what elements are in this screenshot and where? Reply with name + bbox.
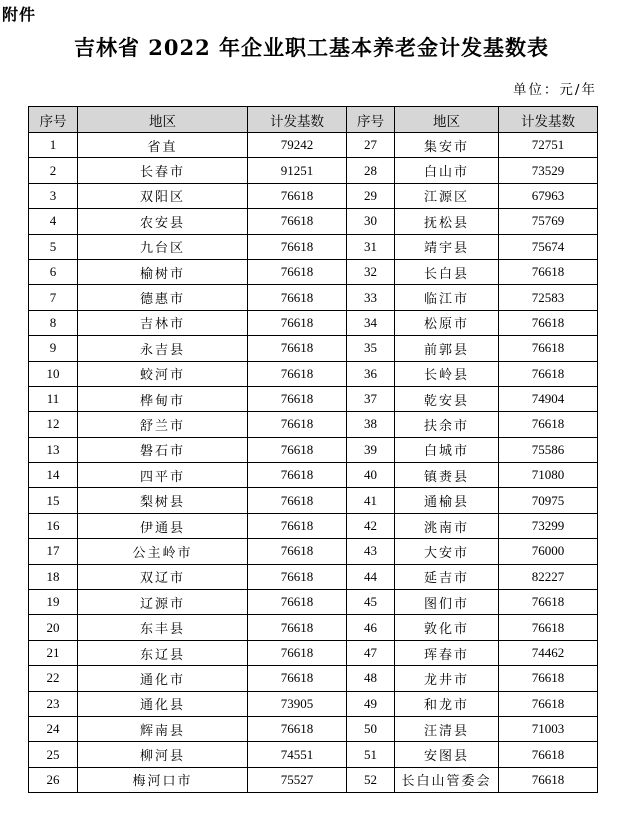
cell-region-right: 江源区 xyxy=(395,183,499,208)
cell-region-left: 辉南县 xyxy=(78,716,248,741)
cell-value-left: 73905 xyxy=(248,691,347,716)
cell-no-right: 34 xyxy=(347,310,395,335)
cell-no-left: 19 xyxy=(29,590,78,615)
cell-no-right: 39 xyxy=(347,437,395,462)
table-row xyxy=(29,767,598,792)
cell-no-right: 30 xyxy=(347,209,395,234)
cell-region-right: 安图县 xyxy=(395,742,499,767)
table-row xyxy=(29,336,598,361)
cell-value-left: 76618 xyxy=(248,513,347,538)
cell-value-right: 67963 xyxy=(499,183,598,208)
cell-region-left: 吉林市 xyxy=(78,310,248,335)
header-value-left: 计发基数 xyxy=(248,107,347,133)
cell-region-right: 长白山管委会 xyxy=(395,767,499,792)
cell-region-left: 通化市 xyxy=(78,666,248,691)
cell-value-left: 76618 xyxy=(248,386,347,411)
table-row xyxy=(29,716,598,741)
cell-no-left: 26 xyxy=(29,767,78,792)
cell-no-right: 27 xyxy=(347,133,395,158)
cell-region-right: 洮南市 xyxy=(395,513,499,538)
cell-value-left: 76618 xyxy=(248,259,347,284)
cell-region-left: 公主岭市 xyxy=(78,539,248,564)
table-row xyxy=(29,437,598,462)
header-region-right: 地区 xyxy=(395,107,499,133)
unit-label: 单位：元/年 xyxy=(512,82,597,98)
cell-value-left: 79242 xyxy=(248,133,347,158)
header-region-left: 地区 xyxy=(78,107,248,133)
table-row xyxy=(29,361,598,386)
cell-region-left: 梅河口市 xyxy=(78,767,248,792)
table-row xyxy=(29,640,598,665)
cell-no-right: 49 xyxy=(347,691,395,716)
table-row xyxy=(29,285,598,310)
table-row xyxy=(29,183,598,208)
cell-region-right: 图们市 xyxy=(395,590,499,615)
cell-region-right: 和龙市 xyxy=(395,691,499,716)
cell-value-right: 71003 xyxy=(499,716,598,741)
cell-region-right: 扶余市 xyxy=(395,412,499,437)
table-row xyxy=(29,615,598,640)
cell-value-right: 76000 xyxy=(499,539,598,564)
cell-value-right: 75674 xyxy=(499,234,598,259)
table-row xyxy=(29,691,598,716)
table-row xyxy=(29,488,598,513)
cell-no-right: 44 xyxy=(347,564,395,589)
cell-no-right: 51 xyxy=(347,742,395,767)
table-row xyxy=(29,209,598,234)
cell-no-right: 42 xyxy=(347,513,395,538)
cell-no-left: 9 xyxy=(29,336,78,361)
cell-region-right: 珲春市 xyxy=(395,640,499,665)
cell-region-left: 农安县 xyxy=(78,209,248,234)
cell-value-right: 76618 xyxy=(499,590,598,615)
cell-region-right: 长白县 xyxy=(395,259,499,284)
cell-no-left: 8 xyxy=(29,310,78,335)
cell-value-right: 76618 xyxy=(499,259,598,284)
table-row xyxy=(29,133,598,158)
cell-region-left: 东丰县 xyxy=(78,615,248,640)
cell-region-right: 靖宇县 xyxy=(395,234,499,259)
table-row xyxy=(29,513,598,538)
cell-value-left: 76618 xyxy=(248,285,347,310)
cell-value-right: 76618 xyxy=(499,361,598,386)
cell-value-right: 75586 xyxy=(499,437,598,462)
cell-value-left: 76618 xyxy=(248,463,347,488)
cell-region-right: 大安市 xyxy=(395,539,499,564)
cell-region-right: 临江市 xyxy=(395,285,499,310)
cell-region-left: 德惠市 xyxy=(78,285,248,310)
cell-region-left: 梨树县 xyxy=(78,488,248,513)
cell-no-left: 21 xyxy=(29,640,78,665)
cell-no-left: 2 xyxy=(29,158,78,183)
attachment-label: 附件 xyxy=(2,5,37,24)
cell-no-right: 31 xyxy=(347,234,395,259)
cell-value-right: 82227 xyxy=(499,564,598,589)
cell-no-left: 13 xyxy=(29,437,78,462)
cell-value-left: 76618 xyxy=(248,437,347,462)
cell-value-left: 76618 xyxy=(248,564,347,589)
cell-no-right: 37 xyxy=(347,386,395,411)
cell-region-left: 长春市 xyxy=(78,158,248,183)
cell-no-left: 16 xyxy=(29,513,78,538)
table-row xyxy=(29,158,598,183)
cell-value-left: 76618 xyxy=(248,361,347,386)
cell-region-left: 舒兰市 xyxy=(78,412,248,437)
cell-no-right: 46 xyxy=(347,615,395,640)
table-header-row xyxy=(29,107,598,133)
cell-region-right: 龙井市 xyxy=(395,666,499,691)
cell-value-left: 76618 xyxy=(248,590,347,615)
cell-value-right: 72583 xyxy=(499,285,598,310)
cell-value-right: 73529 xyxy=(499,158,598,183)
cell-value-right: 76618 xyxy=(499,742,598,767)
cell-value-left: 91251 xyxy=(248,158,347,183)
cell-no-left: 3 xyxy=(29,183,78,208)
table-row xyxy=(29,259,598,284)
cell-no-right: 36 xyxy=(347,361,395,386)
header-value-right: 计发基数 xyxy=(499,107,598,133)
cell-no-right: 43 xyxy=(347,539,395,564)
cell-value-right: 76618 xyxy=(499,412,598,437)
cell-region-left: 东辽县 xyxy=(78,640,248,665)
cell-value-right: 76618 xyxy=(499,767,598,792)
cell-region-left: 磐石市 xyxy=(78,437,248,462)
cell-value-right: 73299 xyxy=(499,513,598,538)
cell-region-left: 永吉县 xyxy=(78,336,248,361)
pension-base-table xyxy=(28,106,598,793)
cell-region-left: 四平市 xyxy=(78,463,248,488)
table-row xyxy=(29,310,598,335)
cell-no-right: 47 xyxy=(347,640,395,665)
cell-no-left: 10 xyxy=(29,361,78,386)
header-no-left: 序号 xyxy=(29,107,78,133)
cell-value-left: 76618 xyxy=(248,615,347,640)
cell-no-left: 17 xyxy=(29,539,78,564)
cell-region-right: 白山市 xyxy=(395,158,499,183)
cell-value-left: 76618 xyxy=(248,539,347,564)
cell-value-right: 72751 xyxy=(499,133,598,158)
table-row xyxy=(29,590,598,615)
cell-region-right: 敦化市 xyxy=(395,615,499,640)
cell-region-right: 乾安县 xyxy=(395,386,499,411)
cell-region-right: 通榆县 xyxy=(395,488,499,513)
cell-no-right: 29 xyxy=(347,183,395,208)
document-title: 吉林省 2022 年企业职工基本养老金计发基数表 xyxy=(73,35,550,60)
cell-no-right: 50 xyxy=(347,716,395,741)
cell-no-left: 25 xyxy=(29,742,78,767)
cell-value-right: 70975 xyxy=(499,488,598,513)
cell-region-left: 柳河县 xyxy=(78,742,248,767)
cell-region-right: 镇赉县 xyxy=(395,463,499,488)
cell-region-right: 白城市 xyxy=(395,437,499,462)
cell-value-left: 76618 xyxy=(248,310,347,335)
table-row xyxy=(29,386,598,411)
cell-no-left: 6 xyxy=(29,259,78,284)
cell-no-right: 52 xyxy=(347,767,395,792)
cell-region-left: 辽源市 xyxy=(78,590,248,615)
cell-value-left: 76618 xyxy=(248,716,347,741)
cell-region-right: 抚松县 xyxy=(395,209,499,234)
table-row xyxy=(29,539,598,564)
cell-no-left: 24 xyxy=(29,716,78,741)
cell-region-left: 九台区 xyxy=(78,234,248,259)
cell-value-right: 76618 xyxy=(499,310,598,335)
table-row xyxy=(29,666,598,691)
cell-no-left: 1 xyxy=(29,133,78,158)
cell-region-right: 松原市 xyxy=(395,310,499,335)
cell-region-right: 前郭县 xyxy=(395,336,499,361)
cell-region-left: 通化县 xyxy=(78,691,248,716)
cell-no-right: 35 xyxy=(347,336,395,361)
cell-value-left: 76618 xyxy=(248,412,347,437)
cell-value-right: 74904 xyxy=(499,386,598,411)
cell-no-right: 41 xyxy=(347,488,395,513)
cell-no-left: 20 xyxy=(29,615,78,640)
cell-no-right: 48 xyxy=(347,666,395,691)
cell-value-left: 76618 xyxy=(248,640,347,665)
cell-region-left: 伊通县 xyxy=(78,513,248,538)
cell-value-left: 74551 xyxy=(248,742,347,767)
cell-no-left: 18 xyxy=(29,564,78,589)
cell-value-left: 76618 xyxy=(248,183,347,208)
cell-region-right: 集安市 xyxy=(395,133,499,158)
cell-no-left: 15 xyxy=(29,488,78,513)
cell-no-right: 45 xyxy=(347,590,395,615)
cell-no-left: 14 xyxy=(29,463,78,488)
table-row xyxy=(29,742,598,767)
cell-no-left: 4 xyxy=(29,209,78,234)
table-row xyxy=(29,412,598,437)
cell-value-right: 75769 xyxy=(499,209,598,234)
cell-region-left: 双辽市 xyxy=(78,564,248,589)
cell-value-left: 76618 xyxy=(248,209,347,234)
table-row xyxy=(29,463,598,488)
table-row xyxy=(29,564,598,589)
cell-no-left: 12 xyxy=(29,412,78,437)
cell-region-left: 双阳区 xyxy=(78,183,248,208)
header-no-right: 序号 xyxy=(347,107,395,133)
cell-value-right: 71080 xyxy=(499,463,598,488)
cell-no-right: 28 xyxy=(347,158,395,183)
cell-region-left: 省直 xyxy=(78,133,248,158)
cell-region-left: 蛟河市 xyxy=(78,361,248,386)
cell-value-right: 76618 xyxy=(499,691,598,716)
cell-value-right: 76618 xyxy=(499,615,598,640)
cell-region-right: 延吉市 xyxy=(395,564,499,589)
table-row xyxy=(29,234,598,259)
cell-value-right: 74462 xyxy=(499,640,598,665)
cell-no-left: 22 xyxy=(29,666,78,691)
cell-region-left: 榆树市 xyxy=(78,259,248,284)
table-body xyxy=(29,133,598,793)
cell-value-left: 76618 xyxy=(248,666,347,691)
cell-region-right: 汪清县 xyxy=(395,716,499,741)
cell-no-left: 23 xyxy=(29,691,78,716)
cell-value-right: 76618 xyxy=(499,666,598,691)
cell-no-right: 38 xyxy=(347,412,395,437)
cell-no-right: 33 xyxy=(347,285,395,310)
cell-region-right: 长岭县 xyxy=(395,361,499,386)
cell-value-left: 76618 xyxy=(248,336,347,361)
cell-value-left: 75527 xyxy=(248,767,347,792)
cell-no-right: 32 xyxy=(347,259,395,284)
cell-value-right: 76618 xyxy=(499,336,598,361)
cell-value-left: 76618 xyxy=(248,488,347,513)
cell-no-left: 11 xyxy=(29,386,78,411)
cell-value-left: 76618 xyxy=(248,234,347,259)
cell-region-left: 桦甸市 xyxy=(78,386,248,411)
cell-no-left: 5 xyxy=(29,234,78,259)
cell-no-right: 40 xyxy=(347,463,395,488)
cell-no-left: 7 xyxy=(29,285,78,310)
